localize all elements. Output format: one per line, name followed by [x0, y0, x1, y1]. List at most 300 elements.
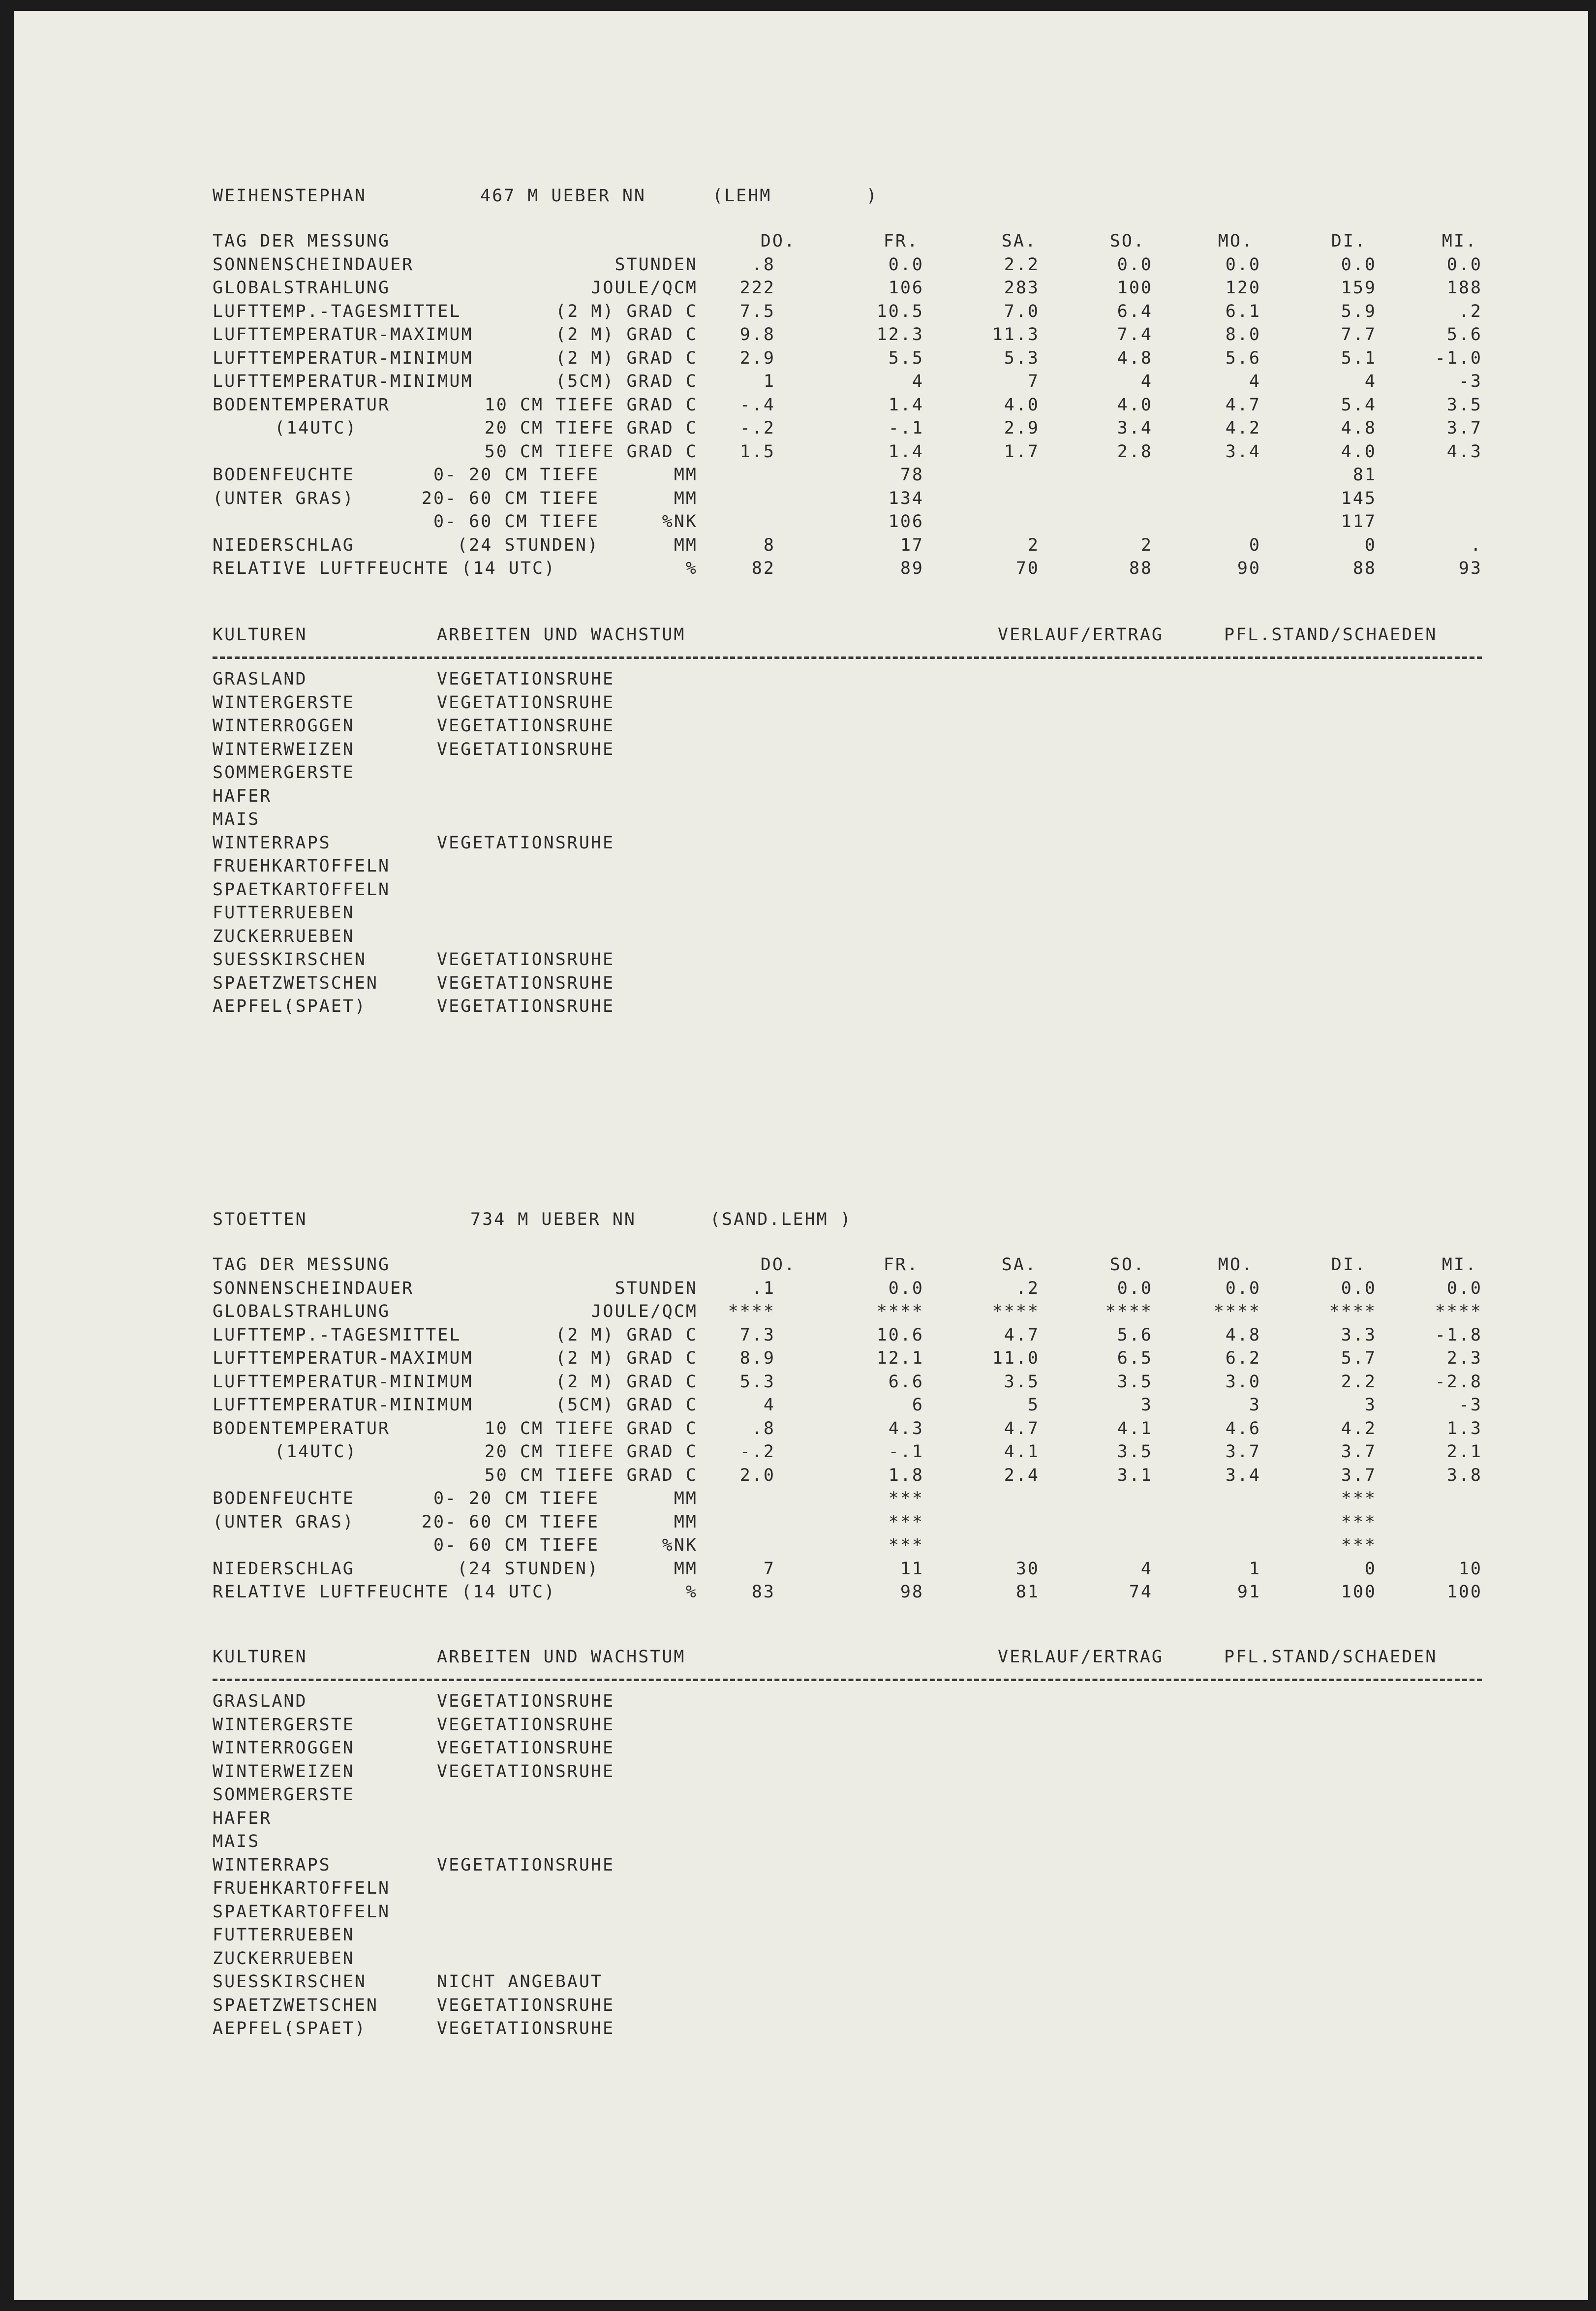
station-0-row-label: LUFTTEMPERATUR-MINIMUM	[213, 372, 473, 391]
station-1-value-cell: 11	[900, 1559, 924, 1579]
station-0-culture-name: FUTTERRUEBEN	[213, 903, 355, 923]
station-1-culture-status: VEGETATIONSRUHE	[437, 1855, 615, 1875]
station-0-row-unit: %NK	[662, 512, 698, 531]
station-0-value-cell: 120	[1225, 278, 1261, 298]
station-0-value-cell: 4.8	[1117, 348, 1153, 368]
station-1-value-cell: .2	[1015, 1279, 1040, 1298]
station-0-culture-name: SPAETZWETSCHEN	[213, 973, 379, 993]
station-0-row-label: BODENFEUCHTE	[213, 465, 355, 485]
station-1-culture-name: AEPFEL(SPAET)	[213, 2019, 367, 2038]
station-1-value-cell: 3.5	[1004, 1372, 1040, 1392]
station-1-row-qualifier: (2 M) GRAD C	[555, 1372, 698, 1392]
station-1-value-cell: 12.1	[876, 1348, 924, 1368]
station-0-value-cell: 2.8	[1117, 442, 1153, 462]
station-0-culture-status: VEGETATIONSRUHE	[437, 950, 615, 969]
station-1-value-cell: 98	[900, 1582, 924, 1602]
station-1-value-cell: ****	[728, 1302, 775, 1321]
station-0-culture-name: WINTERWEIZEN	[213, 740, 355, 759]
station-0-value-cell: 1.5	[739, 442, 775, 462]
station-0-culture-name: WINTERGERSTE	[213, 693, 355, 713]
station-0-value-cell: 88	[1129, 559, 1153, 578]
station-1-name: STOETTEN	[213, 1210, 307, 1229]
station-0-culture-status: VEGETATIONSRUHE	[437, 740, 615, 759]
station-1-value-cell: ***	[1341, 1535, 1377, 1555]
station-0-value-cell: 7.7	[1341, 325, 1377, 344]
station-0-value-cell: 88	[1352, 559, 1377, 578]
station-1-value-cell: 30	[1015, 1559, 1040, 1579]
station-1-value-cell: 6.5	[1117, 1348, 1153, 1368]
station-0-row-qualifier: JOULE/QCM	[591, 278, 698, 298]
station-0-culture-header-pfl: PFL.STAND/SCHAEDEN	[1224, 625, 1438, 645]
station-1-value-cell: 5	[1027, 1395, 1040, 1415]
station-1-culture-name: WINTERROGGEN	[213, 1738, 355, 1758]
station-1-culture-header-kulturen: KULTUREN	[213, 1647, 307, 1667]
station-0-value-cell: 0	[1249, 535, 1261, 555]
station-0-value-cell: 12.3	[876, 325, 924, 344]
station-0-value-cell: 2	[1140, 535, 1153, 555]
station-1-day-header: SO.	[1109, 1255, 1145, 1275]
station-0-value-cell: -.1	[888, 418, 924, 438]
station-1-culture-name: SPAETKARTOFFELN	[213, 1902, 391, 1922]
station-0-culture-status: VEGETATIONSRUHE	[437, 693, 615, 713]
station-0-culture-name: MAIS	[213, 810, 260, 829]
station-1-day-header: DO.	[760, 1255, 796, 1275]
station-1-value-cell: .1	[751, 1279, 775, 1298]
station-0-row-qualifier: 50 CM TIEFE GRAD C	[484, 442, 698, 462]
station-1-value-cell: ****	[876, 1302, 924, 1321]
station-0-soil: (LEHM )	[712, 186, 879, 206]
station-0-value-cell: 7.4	[1117, 325, 1153, 344]
station-0-value-cell: 106	[888, 278, 924, 298]
station-0-value-cell: 2.9	[739, 348, 775, 368]
station-0-culture-name: WINTERRAPS	[213, 833, 331, 853]
station-1-culture-status: NICHT ANGEBAUT	[437, 1972, 603, 1992]
station-1-value-cell: 4.7	[1004, 1325, 1040, 1345]
station-0-value-cell: 4.7	[1225, 395, 1261, 415]
station-1-value-cell: 2.2	[1341, 1372, 1377, 1392]
station-0-culture-name: GRASLAND	[213, 669, 307, 689]
station-1-value-cell: ****	[1213, 1302, 1261, 1321]
station-0-value-cell: 9.8	[739, 325, 775, 344]
station-0-value-cell: 3.4	[1117, 418, 1153, 438]
station-0-value-cell: 6.4	[1117, 302, 1153, 321]
station-0-day-header: DI.	[1331, 231, 1367, 251]
station-1-value-cell: -3	[1458, 1395, 1482, 1415]
station-0-row-qualifier: 0- 60 CM TIEFE	[433, 512, 599, 531]
station-1-value-cell: 3.3	[1341, 1325, 1377, 1345]
station-0-value-cell: 0.0	[1341, 255, 1377, 275]
station-1-value-cell: 4.1	[1004, 1442, 1040, 1462]
station-0-value-cell: 0.0	[1225, 255, 1261, 275]
station-1-culture-name: HAFER	[213, 1809, 272, 1828]
station-0-culture-name: AEPFEL(SPAET)	[213, 997, 367, 1016]
station-0-row-label: SONNENSCHEINDAUER	[213, 255, 414, 275]
station-0-value-cell: 3.7	[1446, 418, 1482, 438]
station-0-day-header: DO.	[760, 231, 796, 251]
station-1-value-cell: 4	[1140, 1559, 1153, 1579]
document-page	[14, 11, 1588, 2300]
station-0-value-cell: 8	[763, 535, 775, 555]
station-1-row-unit: MM	[674, 1512, 698, 1532]
station-0-row-unit: MM	[674, 535, 698, 555]
station-0-culture-status: VEGETATIONSRUHE	[437, 669, 615, 689]
station-1-row-qualifier: (5CM) GRAD C	[555, 1395, 698, 1415]
station-1-value-cell: 1	[1249, 1559, 1261, 1579]
station-1-separator-line	[213, 1679, 1482, 1681]
station-0-value-cell: 70	[1015, 559, 1040, 578]
station-1-culture-status: VEGETATIONSRUHE	[437, 1762, 615, 1781]
station-1-value-cell: 8.9	[739, 1348, 775, 1368]
station-0-value-cell: 283	[1004, 278, 1040, 298]
station-0-row-unit: MM	[674, 465, 698, 485]
station-0-name: WEIHENSTEPHAN	[213, 186, 367, 206]
station-0-value-cell: 1.7	[1004, 442, 1040, 462]
station-0-value-cell: .2	[1458, 302, 1482, 321]
station-0-row-qualifier: STUNDEN	[614, 255, 698, 275]
station-0-row-qualifier: (2 M) GRAD C	[555, 348, 698, 368]
station-1-value-cell: 3.5	[1117, 1442, 1153, 1462]
station-0-value-cell: 4	[912, 372, 924, 391]
station-0-value-cell: 100	[1117, 278, 1153, 298]
station-0-value-cell: 0.0	[1117, 255, 1153, 275]
station-1-row-label: (UNTER GRAS)	[213, 1512, 355, 1532]
station-1-culture-name: GRASLAND	[213, 1691, 307, 1711]
station-1-row-label: LUFTTEMPERATUR-MINIMUM	[213, 1395, 473, 1415]
station-1-value-cell: 3.5	[1117, 1372, 1153, 1392]
station-0-value-cell: 0	[1364, 535, 1377, 555]
station-1-culture-status: VEGETATIONSRUHE	[437, 1715, 615, 1735]
station-0-value-cell: 5.6	[1225, 348, 1261, 368]
station-1-day-header: DI.	[1331, 1255, 1367, 1275]
station-1-value-cell: ***	[1341, 1512, 1377, 1532]
station-0-value-cell: 2.2	[1004, 255, 1040, 275]
station-0-value-cell: .8	[751, 255, 775, 275]
station-1-value-cell: 100	[1341, 1582, 1377, 1602]
station-0-value-cell: 10.5	[876, 302, 924, 321]
station-1-value-cell: 91	[1237, 1582, 1261, 1602]
station-1-row-label: (14UTC)	[275, 1442, 358, 1462]
station-0-value-cell: 0.0	[888, 255, 924, 275]
station-1-value-cell: 83	[751, 1582, 775, 1602]
station-0-value-cell: 106	[888, 512, 924, 531]
station-1-row-label: BODENFEUCHTE	[213, 1489, 355, 1508]
station-0-row-label: NIEDERSCHLAG	[213, 535, 355, 555]
station-1-day-header: FR.	[883, 1255, 919, 1275]
station-1-value-cell: 4.2	[1341, 1419, 1377, 1438]
station-0-value-cell: 93	[1458, 559, 1482, 578]
station-1-culture-name: ZUCKERRUEBEN	[213, 1949, 355, 1968]
station-0-value-cell: 4	[1364, 372, 1377, 391]
station-0-value-cell: 7.0	[1004, 302, 1040, 321]
station-1-value-cell: 3	[1249, 1395, 1261, 1415]
station-1-row-unit: %NK	[662, 1535, 698, 1555]
station-1-value-cell: 0.0	[1341, 1279, 1377, 1298]
station-1-value-cell: 3.0	[1225, 1372, 1261, 1392]
station-1-value-cell: 11.0	[992, 1348, 1040, 1368]
station-1-value-cell: ****	[1435, 1302, 1482, 1321]
station-0-value-cell: 11.3	[992, 325, 1040, 344]
station-0-value-cell: 1.4	[888, 395, 924, 415]
station-1-row-qualifier: 0- 20 CM TIEFE	[433, 1489, 599, 1508]
station-0-value-cell: -3	[1458, 372, 1482, 391]
station-1-value-cell: 3.7	[1225, 1442, 1261, 1462]
station-0-row-unit: MM	[674, 489, 698, 508]
station-1-culture-status: VEGETATIONSRUHE	[437, 1996, 615, 2015]
station-1-day-header: MO.	[1218, 1255, 1254, 1275]
station-1-row-unit: MM	[674, 1559, 698, 1579]
station-0-value-cell: 134	[888, 489, 924, 508]
station-0-culture-name: FRUEHKARTOFFELN	[213, 856, 391, 876]
station-0-value-cell: 4	[1140, 372, 1153, 391]
station-1-value-cell: 5.7	[1341, 1348, 1377, 1368]
station-0-separator-line	[213, 656, 1482, 659]
station-1-row-label: SONNENSCHEINDAUER	[213, 1279, 414, 1298]
station-0-row-qualifier: 10 CM TIEFE GRAD C	[484, 395, 698, 415]
station-1-culture-name: WINTERRAPS	[213, 1855, 331, 1875]
station-0-value-cell: 5.3	[1004, 348, 1040, 368]
station-1-row-unit: MM	[674, 1489, 698, 1508]
station-0-culture-status: VEGETATIONSRUHE	[437, 833, 615, 853]
station-1-altitude: 734 M UEBER NN	[470, 1210, 637, 1229]
station-0-value-cell: 8.0	[1225, 325, 1261, 344]
station-0-row-unit: %	[685, 559, 698, 578]
station-1-value-cell: 1.3	[1446, 1419, 1482, 1438]
station-0-day-header: MO.	[1218, 231, 1254, 251]
station-1-row-label: GLOBALSTRAHLUNG	[213, 1302, 391, 1321]
station-1-culture-name: WINTERWEIZEN	[213, 1762, 355, 1781]
station-0-row-qualifier: (2 M) GRAD C	[555, 325, 698, 344]
station-1-value-cell: 4	[763, 1395, 775, 1415]
station-0-row-qualifier: 0- 20 CM TIEFE	[433, 465, 599, 485]
station-0-culture-status: VEGETATIONSRUHE	[437, 997, 615, 1016]
station-1-culture-name: MAIS	[213, 1832, 260, 1851]
station-0-value-cell: 4.0	[1341, 442, 1377, 462]
station-1-culture-header-pfl: PFL.STAND/SCHAEDEN	[1224, 1647, 1438, 1667]
station-1-value-cell: 3.7	[1341, 1442, 1377, 1462]
station-1-value-cell: -2.8	[1435, 1372, 1482, 1392]
station-0-value-cell: -1.0	[1435, 348, 1482, 368]
station-1-value-cell: ***	[888, 1512, 924, 1532]
station-1-value-cell: ****	[992, 1302, 1040, 1321]
station-1-value-cell: ****	[1329, 1302, 1377, 1321]
station-1-soil: (SAND.LEHM )	[710, 1210, 852, 1229]
station-1-value-cell: ***	[888, 1535, 924, 1555]
station-1-value-cell: 4.8	[1225, 1325, 1261, 1345]
station-1-value-cell: 3.7	[1341, 1466, 1377, 1485]
station-0-row-label: LUFTTEMPERATUR-MAXIMUM	[213, 325, 473, 344]
station-0-day-header: SO.	[1109, 231, 1145, 251]
station-1-value-cell: 4.6	[1225, 1419, 1261, 1438]
station-1-value-cell: -.1	[888, 1442, 924, 1462]
station-0-value-cell: 4.3	[1446, 442, 1482, 462]
station-1-value-cell: 5.3	[739, 1372, 775, 1392]
station-0-value-cell: 5.6	[1446, 325, 1482, 344]
station-1-value-cell: 4.7	[1004, 1419, 1040, 1438]
station-0-value-cell: 5.5	[888, 348, 924, 368]
station-1-value-cell: -.2	[739, 1442, 775, 1462]
station-0-value-cell: -.4	[739, 395, 775, 415]
station-1-value-cell: 3.4	[1225, 1466, 1261, 1485]
station-1-value-cell: ***	[1341, 1489, 1377, 1508]
station-0-row-label: BODENTEMPERATUR	[213, 395, 391, 415]
station-1-culture-name: WINTERGERSTE	[213, 1715, 355, 1735]
station-0-value-cell: -.2	[739, 418, 775, 438]
station-0-culture-name: SPAETKARTOFFELN	[213, 880, 391, 900]
station-0-culture-header-arbeiten: ARBEITEN UND WACHSTUM	[437, 625, 686, 645]
station-1-row-qualifier: (24 STUNDEN)	[457, 1559, 599, 1579]
station-0-day-header: FR.	[883, 231, 919, 251]
station-0-value-cell: 4	[1249, 372, 1261, 391]
station-0-value-cell: 5.4	[1341, 395, 1377, 415]
station-1-value-cell: 3	[1364, 1395, 1377, 1415]
station-1-value-cell: 2.1	[1446, 1442, 1482, 1462]
station-0-row-label: (14UTC)	[275, 418, 358, 438]
station-1-value-cell: 2.3	[1446, 1348, 1482, 1368]
station-1-row-label: NIEDERSCHLAG	[213, 1559, 355, 1579]
station-1-value-cell: 4.1	[1117, 1419, 1153, 1438]
station-1-value-cell: 74	[1129, 1582, 1153, 1602]
station-0-value-cell: 4.8	[1341, 418, 1377, 438]
station-0-culture-header-verlauf: VERLAUF/ERTRAG	[998, 625, 1164, 645]
station-0-row-label: RELATIVE LUFTFEUCHTE (14 UTC)	[213, 559, 556, 578]
station-0-row-label: TAG DER MESSUNG	[213, 231, 391, 251]
station-0-value-cell: 2	[1027, 535, 1040, 555]
station-1-value-cell: 100	[1446, 1582, 1482, 1602]
station-0-day-header: SA.	[1001, 231, 1037, 251]
station-1-row-qualifier: 0- 60 CM TIEFE	[433, 1535, 599, 1555]
station-0-value-cell: 7	[1027, 372, 1040, 391]
station-1-row-qualifier: 20 CM TIEFE GRAD C	[484, 1442, 698, 1462]
station-0-altitude: 467 M UEBER NN	[480, 186, 646, 206]
station-1-value-cell: 81	[1015, 1582, 1040, 1602]
station-0-value-cell: 4.0	[1004, 395, 1040, 415]
station-1-row-label: TAG DER MESSUNG	[213, 1255, 391, 1275]
station-1-value-cell: 6	[912, 1395, 924, 1415]
station-1-value-cell: ***	[888, 1489, 924, 1508]
station-0-value-cell: 82	[751, 559, 775, 578]
station-1-value-cell: 0.0	[888, 1279, 924, 1298]
station-1-row-unit: %	[685, 1582, 698, 1602]
station-1-value-cell: 6.6	[888, 1372, 924, 1392]
station-0-culture-name: SUESSKIRSCHEN	[213, 950, 367, 969]
station-1-row-qualifier: (2 M) GRAD C	[555, 1348, 698, 1368]
station-1-day-header: MI.	[1442, 1255, 1477, 1275]
station-1-value-cell: 7.3	[739, 1325, 775, 1345]
station-1-culture-name: SOMMERGERSTE	[213, 1785, 355, 1805]
station-0-value-cell: 78	[900, 465, 924, 485]
station-1-row-qualifier: (2 M) GRAD C	[555, 1325, 698, 1345]
station-0-value-cell: 4.0	[1117, 395, 1153, 415]
station-1-value-cell: 2.0	[739, 1466, 775, 1485]
station-1-row-qualifier: JOULE/QCM	[591, 1302, 698, 1321]
station-0-culture-status: VEGETATIONSRUHE	[437, 716, 615, 736]
station-0-row-qualifier: (24 STUNDEN)	[457, 535, 599, 555]
station-1-row-qualifier: 20- 60 CM TIEFE	[421, 1512, 599, 1532]
station-1-value-cell: 10	[1458, 1559, 1482, 1579]
station-1-culture-status: VEGETATIONSRUHE	[437, 2019, 615, 2038]
station-1-row-qualifier: 50 CM TIEFE GRAD C	[484, 1466, 698, 1485]
station-1-culture-name: FUTTERRUEBEN	[213, 1925, 355, 1945]
station-0-value-cell: 222	[739, 278, 775, 298]
station-0-day-header: MI.	[1442, 231, 1477, 251]
station-0-value-cell: .	[1470, 535, 1482, 555]
station-1-culture-header-verlauf: VERLAUF/ERTRAG	[998, 1647, 1164, 1667]
station-0-row-label: GLOBALSTRAHLUNG	[213, 278, 391, 298]
station-1-row-label: LUFTTEMPERATUR-MAXIMUM	[213, 1348, 473, 1368]
station-1-value-cell: 0.0	[1225, 1279, 1261, 1298]
station-1-value-cell: .8	[751, 1419, 775, 1438]
station-0-value-cell: 89	[900, 559, 924, 578]
station-1-value-cell: 10.6	[876, 1325, 924, 1345]
station-1-row-label: LUFTTEMPERATUR-MINIMUM	[213, 1372, 473, 1392]
station-1-culture-name: FRUEHKARTOFFELN	[213, 1878, 391, 1898]
station-0-value-cell: 3.5	[1446, 395, 1482, 415]
station-0-value-cell: 159	[1341, 278, 1377, 298]
station-0-value-cell: 5.1	[1341, 348, 1377, 368]
station-0-culture-header-kulturen: KULTUREN	[213, 625, 307, 645]
station-0-value-cell: 0.0	[1446, 255, 1482, 275]
station-1-row-label: RELATIVE LUFTFEUCHTE (14 UTC)	[213, 1582, 556, 1602]
station-0-value-cell: 188	[1446, 278, 1482, 298]
station-1-row-qualifier: 10 CM TIEFE GRAD C	[484, 1419, 698, 1438]
station-1-value-cell: 2.4	[1004, 1466, 1040, 1485]
station-1-culture-header-arbeiten: ARBEITEN UND WACHSTUM	[437, 1647, 686, 1667]
station-1-value-cell: 6.2	[1225, 1348, 1261, 1368]
station-0-row-qualifier: (5CM) GRAD C	[555, 372, 698, 391]
station-1-row-label: LUFTTEMP.-TAGESMITTEL	[213, 1325, 461, 1345]
station-1-culture-name: SUESSKIRSCHEN	[213, 1972, 367, 1992]
station-1-row-label: BODENTEMPERATUR	[213, 1419, 391, 1438]
station-1-value-cell: -1.8	[1435, 1325, 1482, 1345]
station-1-value-cell: 4.3	[888, 1419, 924, 1438]
station-1-value-cell: 1.8	[888, 1466, 924, 1485]
station-0-value-cell: 4.2	[1225, 418, 1261, 438]
station-0-value-cell: 17	[900, 535, 924, 555]
station-0-value-cell: 1	[763, 372, 775, 391]
station-0-culture-name: WINTERROGGEN	[213, 716, 355, 736]
station-0-value-cell: 1.4	[888, 442, 924, 462]
station-0-culture-status: VEGETATIONSRUHE	[437, 973, 615, 993]
station-0-value-cell: 81	[1352, 465, 1377, 485]
station-0-value-cell: 5.9	[1341, 302, 1377, 321]
station-0-row-label: LUFTTEMP.-TAGESMITTEL	[213, 302, 461, 321]
station-0-culture-name: SOMMERGERSTE	[213, 763, 355, 782]
station-0-row-qualifier: 20- 60 CM TIEFE	[421, 489, 599, 508]
station-0-row-qualifier: 20 CM TIEFE GRAD C	[484, 418, 698, 438]
station-0-value-cell: 3.4	[1225, 442, 1261, 462]
station-0-culture-name: ZUCKERRUEBEN	[213, 927, 355, 946]
station-1-value-cell: 3.8	[1446, 1466, 1482, 1485]
station-0-value-cell: 145	[1341, 489, 1377, 508]
station-1-value-cell: 0	[1364, 1559, 1377, 1579]
station-0-value-cell: 2.9	[1004, 418, 1040, 438]
station-0-row-label: (UNTER GRAS)	[213, 489, 355, 508]
station-1-row-qualifier: STUNDEN	[614, 1279, 698, 1298]
station-1-culture-status: VEGETATIONSRUHE	[437, 1738, 615, 1758]
station-0-row-label: LUFTTEMPERATUR-MINIMUM	[213, 348, 473, 368]
station-0-value-cell: 6.1	[1225, 302, 1261, 321]
station-1-value-cell: 3	[1140, 1395, 1153, 1415]
station-1-value-cell: 5.6	[1117, 1325, 1153, 1345]
station-0-value-cell: 90	[1237, 559, 1261, 578]
station-1-value-cell: 0.0	[1117, 1279, 1153, 1298]
station-1-culture-status: VEGETATIONSRUHE	[437, 1691, 615, 1711]
station-1-value-cell: ****	[1105, 1302, 1153, 1321]
station-0-value-cell: 117	[1341, 512, 1377, 531]
station-1-value-cell: 3.1	[1117, 1466, 1153, 1485]
station-1-day-header: SA.	[1001, 1255, 1037, 1275]
station-0-culture-name: HAFER	[213, 786, 272, 806]
